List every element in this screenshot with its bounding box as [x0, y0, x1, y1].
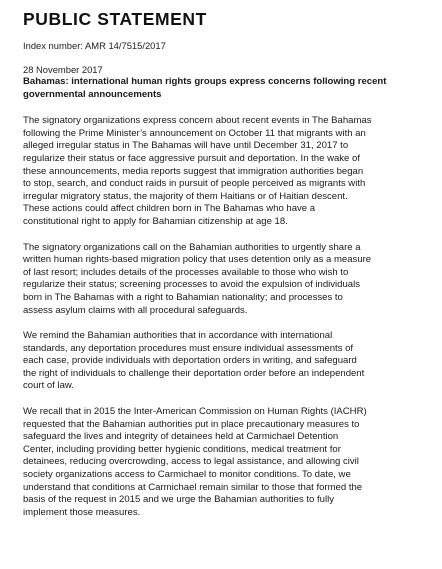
document-page	[23, 8, 433, 519]
statement-headline: Bahamas: international human rights groups express concerns following recent governmental announcements	[23, 76, 387, 100]
paragraph-2: The signatory organizations call on the Bahamian authorities to urgently share a written human rights-based migration policy that uses detention only as a measure of last resort; includes details of the processes available to those who wish to regularize their status; screening processes to avoid the expulsion of individuals born in The Bahamas with a right to Bahamian nationality; and processes to assess asylum claims with all procedural safeguards.	[23, 241, 372, 316]
paragraph-4: We recall that in 2015 the Inter-American Commission on Human Rights (IACHR) requested that the Bahamian authorities put in place precautionary measures to safeguard the lives and integrity of detainees held at Carmichael Detention Center, including providing better hygienic conditions, medical treatment for detainees, reducing overcrowding, access to legal assistance, and allowing civil society organizations access to Carmichael to monitor conditions. To date, we understand that conditions at Carmichael remain similar to those that formed the basis of the request in 2015 and we urge the Bahamian authorities to fully implement those measures.	[23, 406, 367, 518]
index-number: Index number: AMR 14/7515/2017	[23, 40, 166, 51]
publication-date: 28 November 2017	[23, 64, 103, 75]
paragraph-1: The signatory organizations express concern about recent events in The Bahamas following the Prime Minister’s announcement on October 11 that migrants with an alleged irregular status in The Bahamas will have until December 31, 2017 to regularize their status or face aggressive pursuit and deportation. In the wake of these announcements, media reports suggest that immigration authorities began to stop, search, and conduct raids in pursuit of people perceived as migrants with irregular migratory status, the majority of them Haitians or of Haitian descent. These actions could affect children born in The Bahamas who have a constitutional right to apply for Bahamian citizenship at age 18.	[23, 115, 372, 227]
paragraph-3: We remind the Bahamian authorities that in accordance with international standards, any deportation procedures must ensure individual assessments of each case, provide individuals with deportation orders in writing, and safeguard the right of individuals to challenge their deportation order before an independent court of law.	[23, 330, 365, 392]
document-title: PUBLIC STATEMENT	[23, 9, 207, 29]
